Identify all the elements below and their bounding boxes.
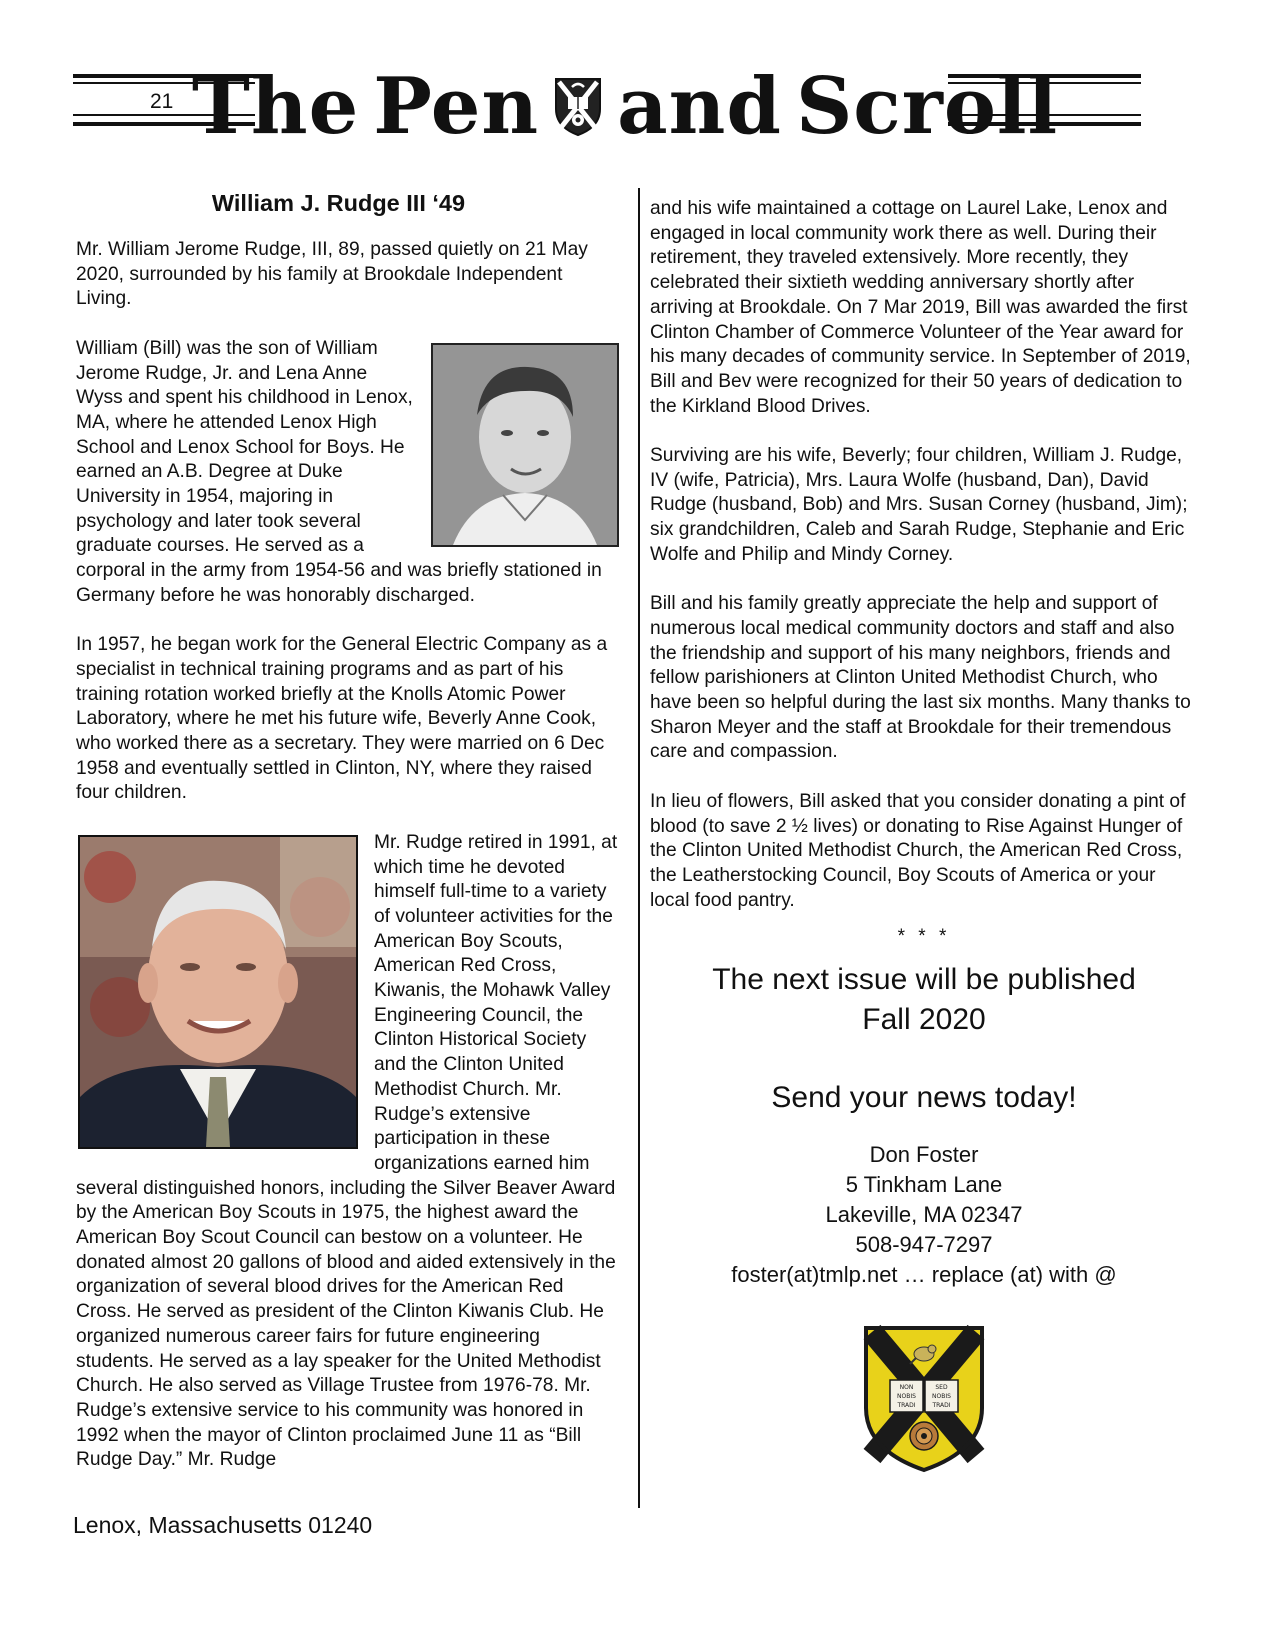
- crest-motto-right-1: SED: [935, 1384, 948, 1392]
- article-headline: William J. Rudge III ‘49: [211, 190, 466, 216]
- article-paragraph-8: In lieu of flowers, Bill asked that you consider donating a pint of blood (to save 2 ½ lives) or donating to Rise Against Hunger of the Clinton United Methodist Church, the American Red Cross, the Leatherstocking Council, Boy Scouts of America or your local food pantry.: [650, 790, 1186, 911]
- send-news-heading: Send your news today!: [771, 1081, 1077, 1115]
- elderly-portrait-image: [80, 837, 356, 1147]
- elderly-portrait-photo: [78, 835, 358, 1149]
- article-paragraph-2: William (Bill) was the son of William Jerome Rudge, Jr. and Lena Anne Wyss and spent his childhood in Lenox, MA, where he attended Lenox High School and Lenox School for Boys. He earned an A.B. Degree at Duke University in 1954, majoring in psychology and later took several graduate courses. He served as a corporal in the army from 1954-56 and was briefly stationed in Germany before he was honorably discharged.: [76, 337, 602, 606]
- article-paragraph-6: Surviving are his wife, Beverly; four children, William J. Rudge, IV (wife, Patricia), Mrs. Laura Wolfe (husband, Dan), David Rudge (husband, Bob) and Mrs. Susan Corney (husband, Jim); six grandchildren, Caleb and Sarah Rudge, Stephanie and Eric Wolfe and Philip and Mindy Corney.: [650, 445, 1188, 565]
- crest-small-icon: [553, 75, 603, 137]
- column-divider: [638, 188, 640, 1508]
- crest-motto-right-2: NOBIS: [932, 1393, 951, 1401]
- crest-motto-left-2: NOBIS: [897, 1393, 916, 1401]
- footer-address: Lenox, Massachusetts 01240: [73, 1512, 373, 1538]
- school-crest-icon: [862, 1324, 986, 1474]
- masthead-word-and: and: [617, 60, 782, 152]
- crest-motto-left-3: TRADI: [897, 1402, 916, 1410]
- masthead-word-pen: Pen: [373, 60, 540, 152]
- next-issue-notice: [650, 960, 1198, 1040]
- article-paragraph-7: Bill and his family greatly appreciate the help and support of numerous local medical community doctors and staff and also the friendship and support of his many neighbors, friends and fellow parishioners at Clinton United Methodist Church, who have been so helpful during the last six months. Many thanks to Sharon Meyer and the staff at Brookdale for their tremendous care and compassion.: [650, 593, 1191, 763]
- left-column: [76, 188, 621, 1473]
- contact-phone: 508-947-7297: [855, 1232, 993, 1258]
- article-paragraph-3: In 1957, he began work for the General Electric Company as a specialist in technical training programs and as part of his training rotation worked briefly at the Knolls Atomic Power Laboratory, where he met his future wife, Beverly Anne Cook, who worked there as a secretary. They were married on 6 Dec 1958 and eventually settled in Clinton, NY, where they raised four children.: [76, 634, 608, 804]
- crest-motto-left-1: NON: [899, 1384, 914, 1392]
- section-separator: * * *: [897, 926, 951, 948]
- young-portrait-image: [433, 345, 617, 545]
- article-paragraph-5: and his wife maintained a cottage on Laurel Lake, Lenox and engaged in local community work there as well. During their retirement, they traveled extensively. More recently, they celebrated their sixtieth wedding anniversary shortly after arriving at Brookdale. On 7 Mar 2019, Bill was awarded the first Clinton Chamber of Commerce Volunteer of the Year award for his many decades of community service. In September of 2019, Bill and Bev were recognized for their 50 years of dedication to the Kirkland Blood Drives.: [650, 198, 1191, 417]
- masthead-title: [191, 58, 1059, 154]
- article-paragraph-1: Mr. William Jerome Rudge, III, 89, passed quietly on 21 May 2020, surrounded by his family at Brookdale Independent Living.: [76, 239, 588, 310]
- page-number: 21: [150, 90, 174, 113]
- young-portrait-photo: [431, 343, 619, 547]
- next-issue-line-1: The next issue will be published: [712, 963, 1136, 997]
- contact-block: [650, 1140, 1198, 1290]
- contact-email: foster(at)tmlp.net … replace (at) with @: [731, 1262, 1117, 1288]
- contact-city: Lakeville, MA 02347: [825, 1202, 1023, 1228]
- masthead-word-scroll: Scroll: [795, 60, 1059, 152]
- right-column: [650, 197, 1198, 1474]
- next-issue-line-2: Fall 2020: [862, 1003, 986, 1037]
- contact-street: 5 Tinkham Lane: [845, 1172, 1003, 1198]
- article-paragraph-4: Mr. Rudge retired in 1991, at which time he devoted himself full-time to a variety of volunteer activities for the American Boy Scouts, American Red Cross, Kiwanis, the Mohawk Valley Engineering Council, the Clinton Historical Society and the Clinton United Methodist Church. Mr. Rudge’s extensive participation in these organizations earned him several distinguished honors, including the Silver Beaver Award by the American Boy Scouts in 1975, the highest award the American Boy Scout Council can bestow on a volunteer. He donated almost 20 gallons of blood and aided extensively in the organization of several blood drives for the American Red Cross. He served as president of the Clinton Kiwanis Club. He organized numerous career fairs for future engineering students. He served as a lay speaker for the United Methodist Church. He also served as Village Trustee from 1976-78. Mr. Rudge’s extensive service to his community was honored in 1992 when the mayor of Clinton proclaimed June 11 as “Bill Rudge Day.” Mr. Rudge: [76, 831, 618, 1471]
- masthead-word-the: The: [191, 60, 360, 152]
- crest-motto-right-3: TRADI: [932, 1402, 951, 1410]
- contact-name: Don Foster: [869, 1142, 979, 1168]
